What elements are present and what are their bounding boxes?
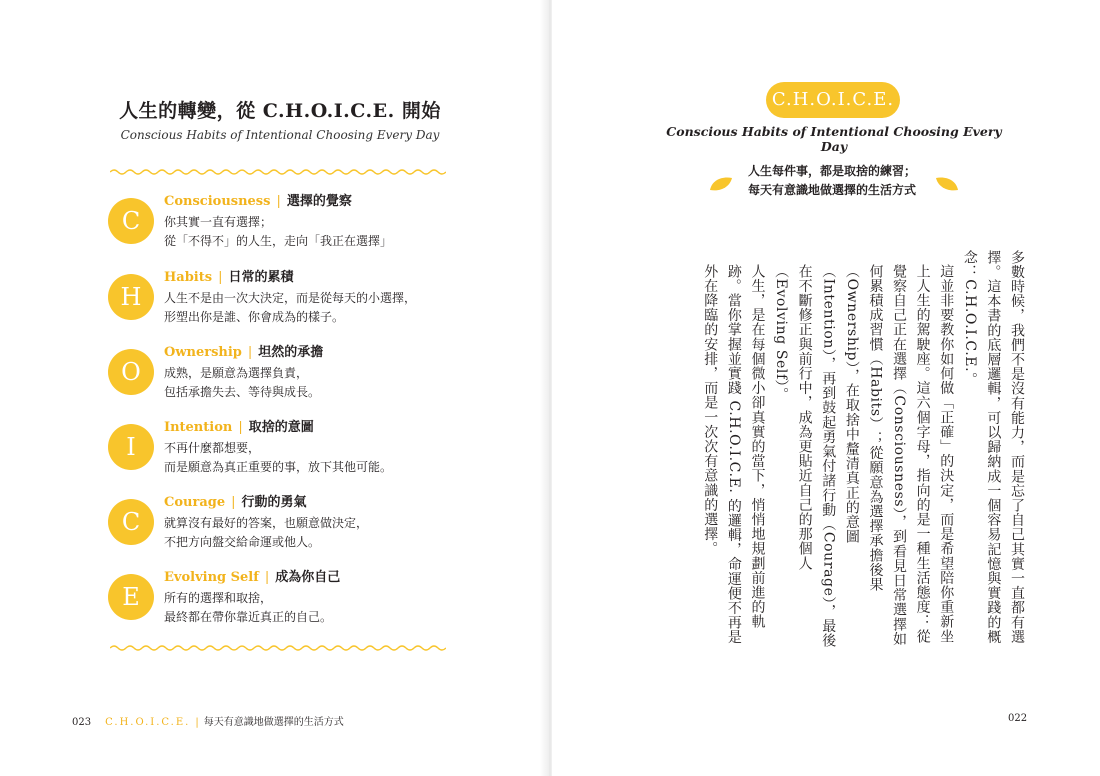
- item-line: 包括承擔失去、等待與成長。: [164, 385, 321, 399]
- item-english: Consciousness: [164, 194, 271, 209]
- page-number: 022: [1008, 713, 1028, 724]
- item-heading: [164, 344, 323, 362]
- choice-item-evolving-self: [108, 572, 438, 642]
- item-chinese: 選擇的覺察: [286, 194, 352, 209]
- item-line: 而是願意為真正重要的事，放下其他可能。: [164, 460, 393, 474]
- item-separator: |: [238, 420, 243, 435]
- item-english: Courage: [164, 495, 226, 510]
- item-line: 就算沒有最好的答案，也願意做決定，: [164, 516, 369, 530]
- item-english: Evolving Self: [164, 570, 259, 585]
- item-separator: |: [247, 345, 253, 360]
- item-chinese: 取捨的意圖: [248, 420, 314, 435]
- letter-circle: I: [108, 424, 154, 470]
- vertical-body-text: [628, 250, 1028, 650]
- letter-circle: C: [108, 198, 154, 244]
- item-english: Intention: [164, 420, 233, 435]
- choice-item-habits: [108, 272, 438, 342]
- item-heading: [164, 494, 307, 512]
- item-line: 最終都在帶你靠近真正的自己。: [164, 610, 333, 624]
- letter-circle: C: [108, 499, 154, 545]
- item-line: 從「不得不」的人生，走向「我正在選擇」: [164, 234, 393, 248]
- choice-item-intention: [108, 422, 438, 492]
- item-chinese: 成為你自己: [275, 570, 341, 585]
- item-line: 不再什麼都想要，: [164, 441, 261, 455]
- right-page: [552, 0, 1100, 776]
- leaf-icon: [934, 174, 960, 194]
- letter-circle: H: [108, 274, 154, 320]
- body-paragraph: 多數時候，我們不是沒有能力，而是忘了自己其實一直都有選擇。這本書的底層邏輯，可以歸納成一個容易記憶與實踐的概念：C.H.O.I.C.E.。: [961, 250, 1025, 645]
- item-heading: [164, 569, 340, 587]
- item-english: Ownership: [164, 345, 242, 360]
- page-title: 人生的轉變，從 C.H.O.I.C.E. 開始: [119, 100, 441, 122]
- body-paragraph: 這並非要教你如何做「正確」的決定，而是希望陪你重新坐上人生的駕駛座。這六個字母，指向的是一種生活態度：從覺察自己正在選擇（Consciousness），到看見日常選擇如何累積成習慣（Habits）；從願意為選擇承擔後果（Ownership），在取捨中釐清真正的意圖（Intention），再到鼓起勇氣付諸行動（Courage），最後在不斷修正與前行中，成為更貼近自己的那個人（Evolving Self）。: [773, 264, 955, 648]
- item-chinese: 坦然的承擔: [258, 345, 324, 360]
- footer-brand: C.H.O.I.C.E.: [105, 717, 191, 728]
- item-heading: [164, 193, 352, 211]
- slogan: [702, 162, 962, 200]
- item-line: 所有的選擇和取捨，: [164, 591, 273, 605]
- item-heading: [164, 419, 314, 437]
- page-subtitle: Conscious Habits of Intentional Choosing Every Day: [120, 128, 440, 142]
- page-footer: [72, 713, 344, 728]
- choice-item-consciousness: [108, 196, 438, 266]
- body-paragraph: 人生，是在每個微小卻真實的當下，悄悄地規劃前進的軌跡。當你掌握並實踐 C.H.O.I.C.E. 的邏輯，命運便不再是外在降臨的安排，而是一次次有意識的選擇。: [702, 264, 766, 645]
- left-page: [0, 0, 548, 776]
- item-separator: |: [276, 194, 281, 209]
- letter-circle: E: [108, 574, 154, 620]
- choice-item-courage: [108, 497, 438, 567]
- item-line: 不把方向盤交給命運或他人。: [164, 535, 321, 549]
- item-separator: |: [231, 495, 236, 510]
- choice-badge: C.H.O.I.C.E.: [766, 82, 900, 118]
- item-line: 你其實一直有選擇；: [164, 215, 273, 229]
- slogan-line: 人生每件事，都是取捨的練習；: [747, 164, 916, 178]
- footer-text: 每天有意識地做選擇的生活方式: [203, 717, 344, 728]
- wavy-divider-bottom: [110, 644, 446, 652]
- item-line: 成熟，是願意為選擇負責，: [164, 366, 309, 380]
- item-separator: |: [264, 570, 270, 585]
- item-heading: [164, 269, 293, 287]
- page-subtitle: Conscious Habits of Intentional Choosing Every Day: [666, 124, 1002, 154]
- item-chinese: 日常的累積: [228, 270, 294, 285]
- item-english: Habits: [164, 270, 213, 285]
- slogan-line: 每天有意識地做選擇的生活方式: [747, 183, 916, 197]
- item-chinese: 行動的勇氣: [241, 495, 307, 510]
- wavy-divider-top: [110, 168, 446, 176]
- footer-separator: |: [195, 717, 199, 728]
- item-separator: |: [218, 270, 223, 285]
- item-line: 形塑出你是誰、你會成為的樣子。: [164, 310, 345, 324]
- item-line: 人生不是由一次大決定，而是從每天的小選擇，: [164, 291, 417, 305]
- choice-item-ownership: [108, 347, 438, 417]
- letter-circle: O: [108, 349, 154, 395]
- page-number: 023: [72, 717, 92, 728]
